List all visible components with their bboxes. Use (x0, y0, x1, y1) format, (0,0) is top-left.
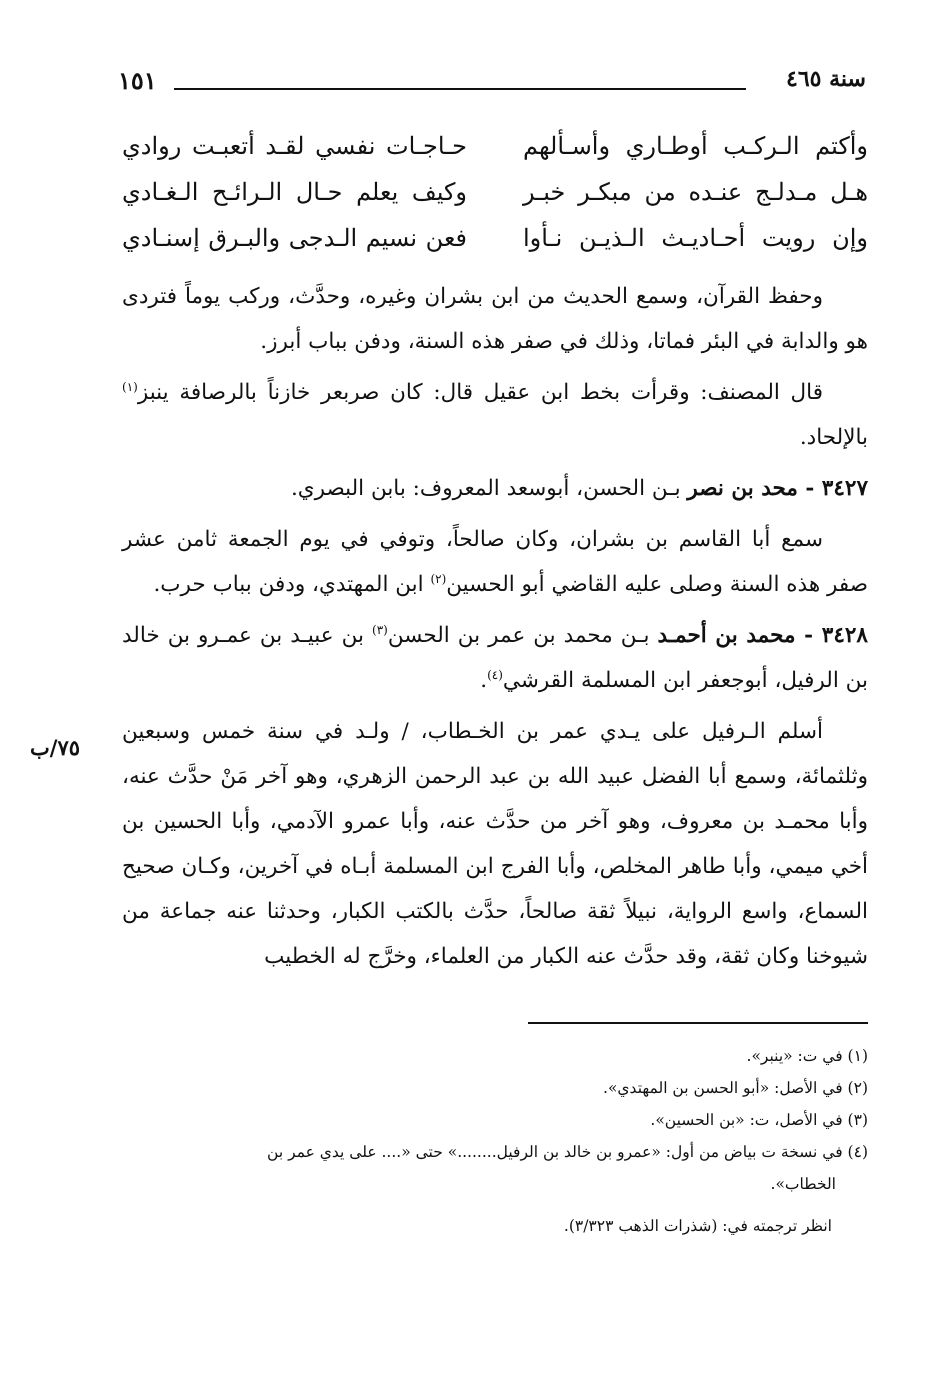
footnotes (122, 1040, 868, 1242)
poem (122, 128, 868, 266)
running-head-year: سنة ٤٦٥ (786, 66, 866, 92)
folio-margin-note: ٧٥/ب (30, 735, 81, 760)
entry-3428-body: أسلم الـرفيل على يـدي عمر بن الخـطاب، / ولـد في سنة خمس وسبعين وثلثمائة، وسمع أبا الفضل عبيد الله بن عبد الرحمن الزهري، وهو آخر مَنْ حدَّث عنه، وأبا محمـد بن معروف، وهو آخر من حدَّث عنه، وأبا عمرو الآدمي، وأبا الحسين بن أخي ميمي، وأبا طاهر المخلص، وأبا الفرج ابن المسلمة أبـاه في آخرين، وكـان صحيح السماع، واسع الرواية، نبيلاً ثقة صالحاً، حدَّث بالكتب الكبار، وحدثنا عنه جماعة من شيوخنا وكان ثقة، وقد حدَّث عنه الكبار من العلماء، وخرَّج له الخطيب (122, 719, 868, 969)
header-rule (174, 88, 746, 90)
entry-text: سمع أبا القاسم بن بشران، وكان صالحاً، وتوفي في يوم الجمعة ثامن عشر صفر هذه السنة وصلى عليه القاضي أبو الحسين (122, 527, 868, 597)
entry-name: محمد بن أحمـد (657, 623, 796, 648)
entry-number: ٣٤٢٧ - (797, 476, 868, 501)
entry-3427-heading (122, 466, 868, 511)
entry-3427-body (122, 517, 868, 607)
page-header (118, 66, 866, 102)
entry-heading-end: . (480, 668, 488, 693)
verse-first-hemistich: وإن رويت أحـاديـث الـذيـن نـأوا (523, 224, 868, 252)
entry-lineage-cont: بن عبيـد بن عمـرو بن خالد بن الرفيل، أبوجعفر ابن المسلمة القرشي (122, 623, 868, 693)
author-note-end: بالإلحاد. (799, 425, 868, 450)
paragraph-biography-end: وحفظ القرآن، وسمع الحديث من ابن بشران وغيره، وحدَّث، وركب يوماً فتردى هو والدابة في البئر فماتا، وذلك في صفر هذه السنة، ودفن بباب أبرز. (122, 284, 868, 354)
footnote-4: (٤) في نسخة ت بياض من أول: «عمرو بن خالد بن الرفيل........» حتى «.... على يدي عمر بن (267, 1143, 868, 1161)
biography-reference: انظر ترجمته في: (شذرات الذهب ٣/٣٢٣). (563, 1217, 832, 1235)
main-text (122, 274, 868, 979)
verse-2 (122, 174, 868, 220)
footnote-rule (528, 1022, 868, 1024)
footnote-ref-2: (٢) (430, 571, 447, 586)
verse-first-hemistich: وأكتم الـركـب أوطـاري وأسـألهم (523, 132, 868, 160)
paragraph-author-note (122, 370, 868, 460)
verse-second-hemistich: وكيف يعلم حـال الـرائـح الـغـادي (122, 178, 467, 206)
footnote-ref-3: (٣) (372, 622, 388, 637)
entry-text-end: ابن المهتدي، ودفن بباب حرب. (153, 572, 431, 597)
footnote-2: (٢) في الأصل: «أبو الحسن بن المهتدي». (603, 1079, 868, 1097)
footnote-ref-1: (١) (122, 379, 138, 394)
entry-number: ٣٤٢٨ - (795, 623, 868, 648)
entry-name: محد بن نصر (687, 476, 798, 501)
verse-3 (122, 220, 868, 266)
verse-1 (122, 128, 868, 174)
footnote-3: (٣) في الأصل، ت: «بن الحسين». (650, 1111, 868, 1129)
entry-lineage: بـن الحسن، أبوسعد المعروف: بابن البصري. (290, 476, 688, 501)
entry-3428-heading (122, 613, 868, 703)
author-note-text: قال المصنف: وقرأت بخط ابن عقيل قال: كان صربعر خازناً بالرصافة ينبز (137, 380, 823, 405)
verse-first-hemistich: هـل مـدلـج عنـده من مبكـر خبـر (523, 178, 868, 206)
verse-second-hemistich: حـاجـات نفسي لقـد أتعبـت روادي (122, 132, 467, 160)
footnote-1: (١) في ت: «ينبر». (746, 1047, 868, 1065)
footnote-4-continuation: الخطاب». (770, 1175, 836, 1193)
verse-second-hemistich: فعن نسيم الـدجى والبـرق إسنـادي (122, 224, 467, 252)
footnote-ref-4: (٤) (487, 667, 503, 682)
entry-lineage: بـن محمد بن عمر بن الحسن (387, 623, 658, 648)
page-number: ١٥١ (118, 66, 157, 95)
